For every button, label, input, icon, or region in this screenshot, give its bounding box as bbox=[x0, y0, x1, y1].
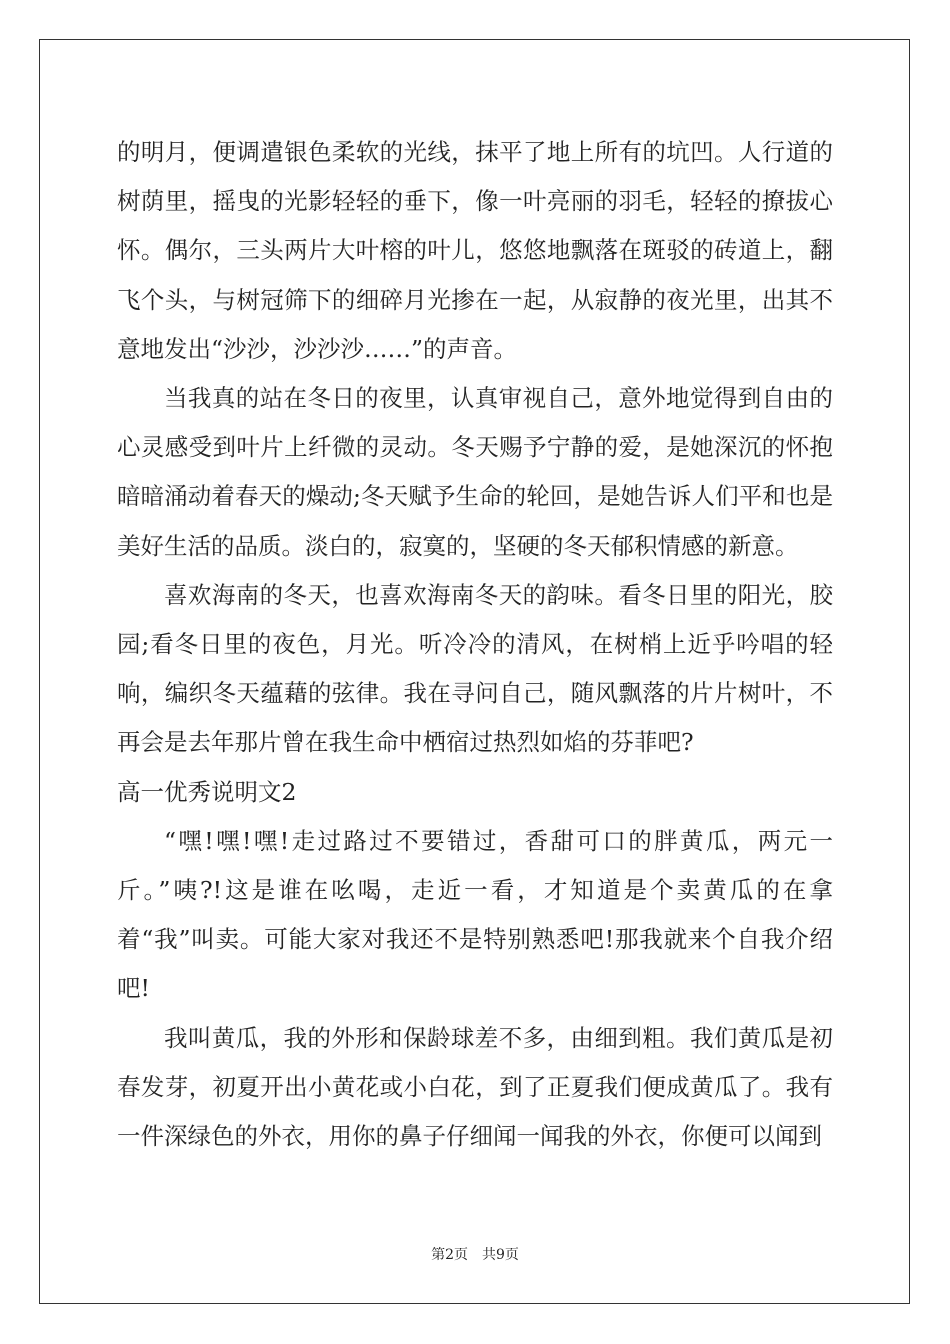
section-heading: 高一优秀说明文2 bbox=[117, 777, 297, 806]
paragraph: 我叫黄瓜，我的外形和保龄球差不多，由细到粗。我们黄瓜是初春发芽，初夏开出小黄花或小白花，到了正夏我们便成黄瓜了。我有一件深绿色的外衣，用你的鼻子仔细闻一闻我的外衣，你便可以闻到 bbox=[117, 1023, 833, 1151]
paragraph-continued: 的明月，便调遣银色柔软的光线，抹平了地上所有的坑凹。人行道的树荫里，摇曳的光影轻轻的垂下，像一叶亮丽的羽毛，轻轻的撩拔心怀。偶尔，三头两片大叶榕的叶儿，悠悠地飘落在斑驳的砖道上，翻飞个头，与树冠筛下的细碎月光掺在一起，从寂静的夜光里，出其不意地发出“沙沙，沙沙沙……”的声音。 bbox=[117, 138, 833, 363]
paragraph: 当我真的站在冬日的夜里，认真审视自己，意外地觉得到自由的心灵感受到叶片上纤微的灵动。冬天赐予宁静的爱，是她深沉的怀抱暗暗涌动着春天的燥动;冬天赋予生命的轮回，是她告诉人们平和也是美好生活的品质。淡白的，寂寞的，坚硬的冬天郁积情感的新意。 bbox=[117, 384, 833, 560]
document-body bbox=[117, 128, 833, 1161]
page-number-footer: 第2页 共9页 bbox=[431, 1247, 519, 1263]
paragraph: 喜欢海南的冬天，也喜欢海南冬天的韵味。看冬日里的阳光，胶园;看冬日里的夜色，月光。听冷冷的清风，在树梢上近乎吟唱的轻响，编织冬天蕴藉的弦律。我在寻问自己，随风飘落的片片树叶，不再会是去年那片曾在我生命中栖宿过热烈如焰的芬菲吧? bbox=[117, 580, 833, 757]
paragraph: “嘿!嘿!嘿!走过路过不要错过，香甜可口的胖黄瓜，两元一斤。”咦?!这是谁在吆喝，走近一看，才知道是个卖黄瓜的在拿着“我”叫卖。可能大家对我还不是特别熟悉吧!那我就来个自我介绍吧! bbox=[117, 826, 833, 1003]
